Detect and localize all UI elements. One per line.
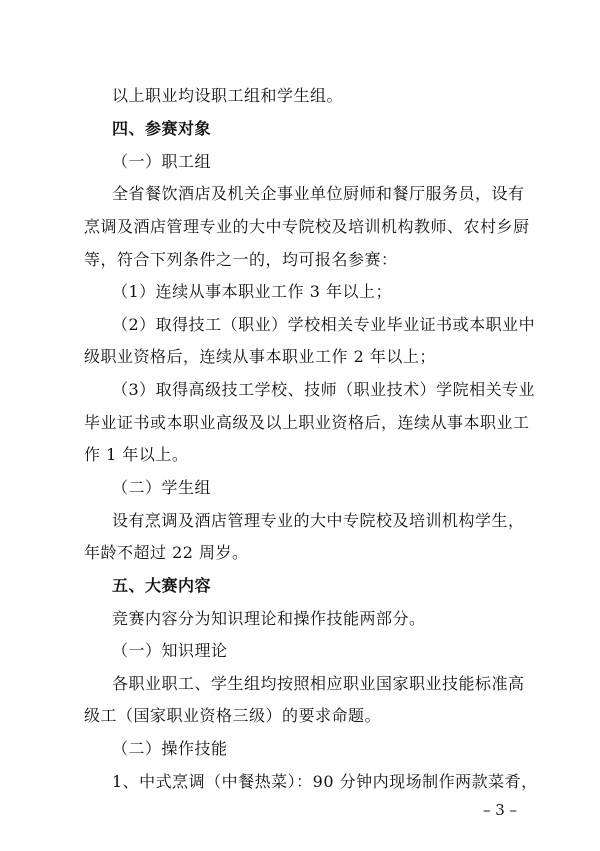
subsection-heading: （二）学生组: [112, 478, 212, 497]
paragraph-line: 级工（国家职业资格三级）的要求命题。: [84, 706, 382, 726]
paragraph-line: 烹调及酒店管理专业的大中专院校及培训机构教师、农村乡厨: [84, 216, 530, 236]
section-heading: 五、大赛内容: [112, 575, 212, 595]
list-item: （1）连续从事本职业工作 3 年以上；: [112, 282, 393, 302]
paragraph-line: 级职业资格后，连续从事本职业工作 2 年以上；: [84, 347, 436, 367]
subsection-heading: （二）操作技能: [112, 739, 228, 759]
paragraph-line: 毕业证书或本职业高级及以上职业资格后，连续从事本职业工: [84, 412, 530, 432]
paragraph-line: 全省餐饮酒店及机关企事业单位厨师和餐厅服务员，设有: [112, 184, 525, 204]
paragraph-line: 作 1 年以上。: [84, 445, 189, 465]
paragraph-line: 等，符合下列条件之一的，均可报名参赛：: [84, 249, 398, 269]
page-number: – 3 –: [482, 801, 518, 819]
subsection-heading: （一）知识理论: [112, 641, 228, 661]
paragraph-line: 1、中式烹调（中餐热菜）：90 分钟内现场制作两款菜肴，: [112, 771, 538, 791]
paragraph-line: 以上职业均设职工组和学生组。: [112, 86, 344, 106]
section-heading: 四、参赛对象: [112, 118, 212, 138]
paragraph-line: 各职业职工、学生组均按照相应职业国家职业技能标准高: [112, 673, 525, 693]
list-item: （3）取得高级技工学校、技师（职业技术）学院相关专业: [112, 380, 536, 400]
paragraph-line: 设有烹调及酒店管理专业的大中专院校及培训机构学生，: [112, 510, 525, 530]
subsection-heading: （一）职工组: [112, 151, 212, 171]
paragraph-line: 竞赛内容分为知识理论和操作技能两部分。: [112, 608, 426, 628]
list-item: （2）取得技工（职业）学校相关专业毕业证书或本职业中: [112, 314, 536, 334]
paragraph-line: 年龄不超过 22 周岁。: [84, 543, 249, 563]
